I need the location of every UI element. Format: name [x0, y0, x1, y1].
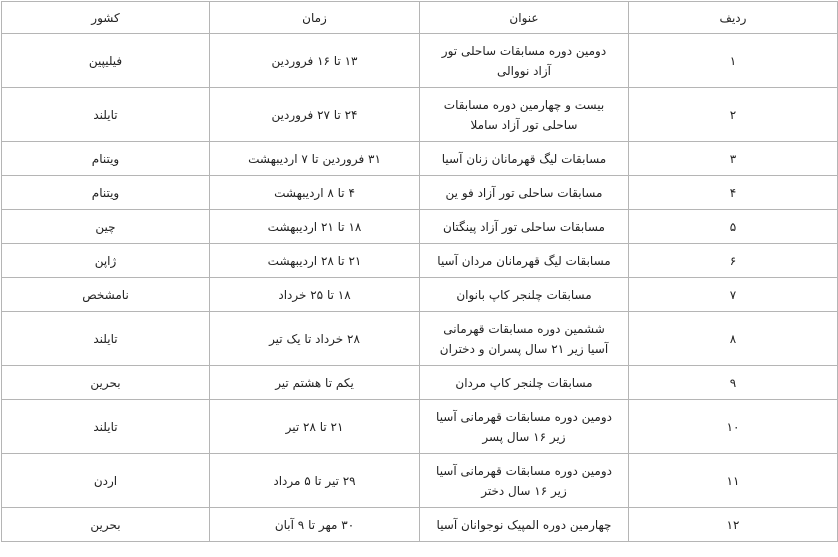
event-time: ۳۰ مهر تا ۹ آبان — [210, 508, 420, 542]
row-number: ۱۱ — [629, 454, 838, 508]
table-row — [2, 278, 838, 312]
event-time: ۴ تا ۸ اردیبهشت — [210, 176, 420, 210]
table-row — [2, 88, 838, 142]
table-row — [2, 176, 838, 210]
table-row — [2, 210, 838, 244]
row-number: ۵ — [629, 210, 838, 244]
event-title: ششمین دوره مسابقات قهرمانی آسیا زیر ۲۱ سال پسران و دختران — [420, 312, 629, 366]
row-number: ۶ — [629, 244, 838, 278]
row-number: ۹ — [629, 366, 838, 400]
event-country: ژاپن — [2, 244, 210, 278]
event-title: مسابقات لیگ قهرمانان مردان آسیا — [420, 244, 629, 278]
event-time: ۳۱ فروردین تا ۷ اردیبهشت — [210, 142, 420, 176]
table-row — [2, 34, 838, 88]
header-country: کشور — [2, 2, 210, 34]
event-title: دومین دوره مسابقات ساحلی تور آزاد نووالی — [420, 34, 629, 88]
row-number: ۲ — [629, 88, 838, 142]
event-country: تایلند — [2, 400, 210, 454]
event-title: چهارمین دوره المپیک نوجوانان آسیا — [420, 508, 629, 542]
event-country: تایلند — [2, 88, 210, 142]
event-country: تایلند — [2, 312, 210, 366]
table-row — [2, 508, 838, 542]
event-title: دومین دوره مسابقات قهرمانی آسیا زیر ۱۶ سال دختر — [420, 454, 629, 508]
event-title: مسابقات چلنجر کاپ بانوان — [420, 278, 629, 312]
event-time: ۱۳ تا ۱۶ فروردین — [210, 34, 420, 88]
events-table — [1, 1, 838, 542]
row-number: ۱ — [629, 34, 838, 88]
event-time: ۱۸ تا ۲۵ خرداد — [210, 278, 420, 312]
table-row — [2, 366, 838, 400]
table-row — [2, 312, 838, 366]
event-country: فیلیپین — [2, 34, 210, 88]
row-number: ۸ — [629, 312, 838, 366]
event-title: مسابقات ساحلی تور آزاد پینگتان — [420, 210, 629, 244]
event-time: ۱۸ تا ۲۱ اردیبهشت — [210, 210, 420, 244]
row-number: ۷ — [629, 278, 838, 312]
table-row — [2, 142, 838, 176]
event-title: مسابقات لیگ قهرمانان زنان آسیا — [420, 142, 629, 176]
event-title: بیست و چهارمین دوره مسابقات ساحلی تور آزاد ساملا — [420, 88, 629, 142]
row-number: ۳ — [629, 142, 838, 176]
table-row — [2, 400, 838, 454]
event-title: دومین دوره مسابقات قهرمانی آسیا زیر ۱۶ سال پسر — [420, 400, 629, 454]
event-country: بحرین — [2, 508, 210, 542]
table-header-row — [2, 2, 838, 34]
event-country: چین — [2, 210, 210, 244]
event-country: نامشخص — [2, 278, 210, 312]
table-row — [2, 244, 838, 278]
event-title: مسابقات ساحلی تور آزاد فو ین — [420, 176, 629, 210]
row-number: ۴ — [629, 176, 838, 210]
event-time: یکم تا هشتم تیر — [210, 366, 420, 400]
event-time: ۲۱ تا ۲۸ تیر — [210, 400, 420, 454]
event-country: ویتنام — [2, 142, 210, 176]
header-row-number: ردیف — [629, 2, 838, 34]
row-number: ۱۲ — [629, 508, 838, 542]
header-time: زمان — [210, 2, 420, 34]
event-country: بحرین — [2, 366, 210, 400]
event-time: ۲۴ تا ۲۷ فروردین — [210, 88, 420, 142]
event-time: ۲۹ تیر تا ۵ مرداد — [210, 454, 420, 508]
table-row — [2, 454, 838, 508]
row-number: ۱۰ — [629, 400, 838, 454]
event-time: ۲۸ خرداد تا یک تیر — [210, 312, 420, 366]
event-country: ویتنام — [2, 176, 210, 210]
event-title: مسابقات چلنجر کاپ مردان — [420, 366, 629, 400]
event-time: ۲۱ تا ۲۸ اردیبهشت — [210, 244, 420, 278]
header-title: عنوان — [420, 2, 629, 34]
event-country: اردن — [2, 454, 210, 508]
